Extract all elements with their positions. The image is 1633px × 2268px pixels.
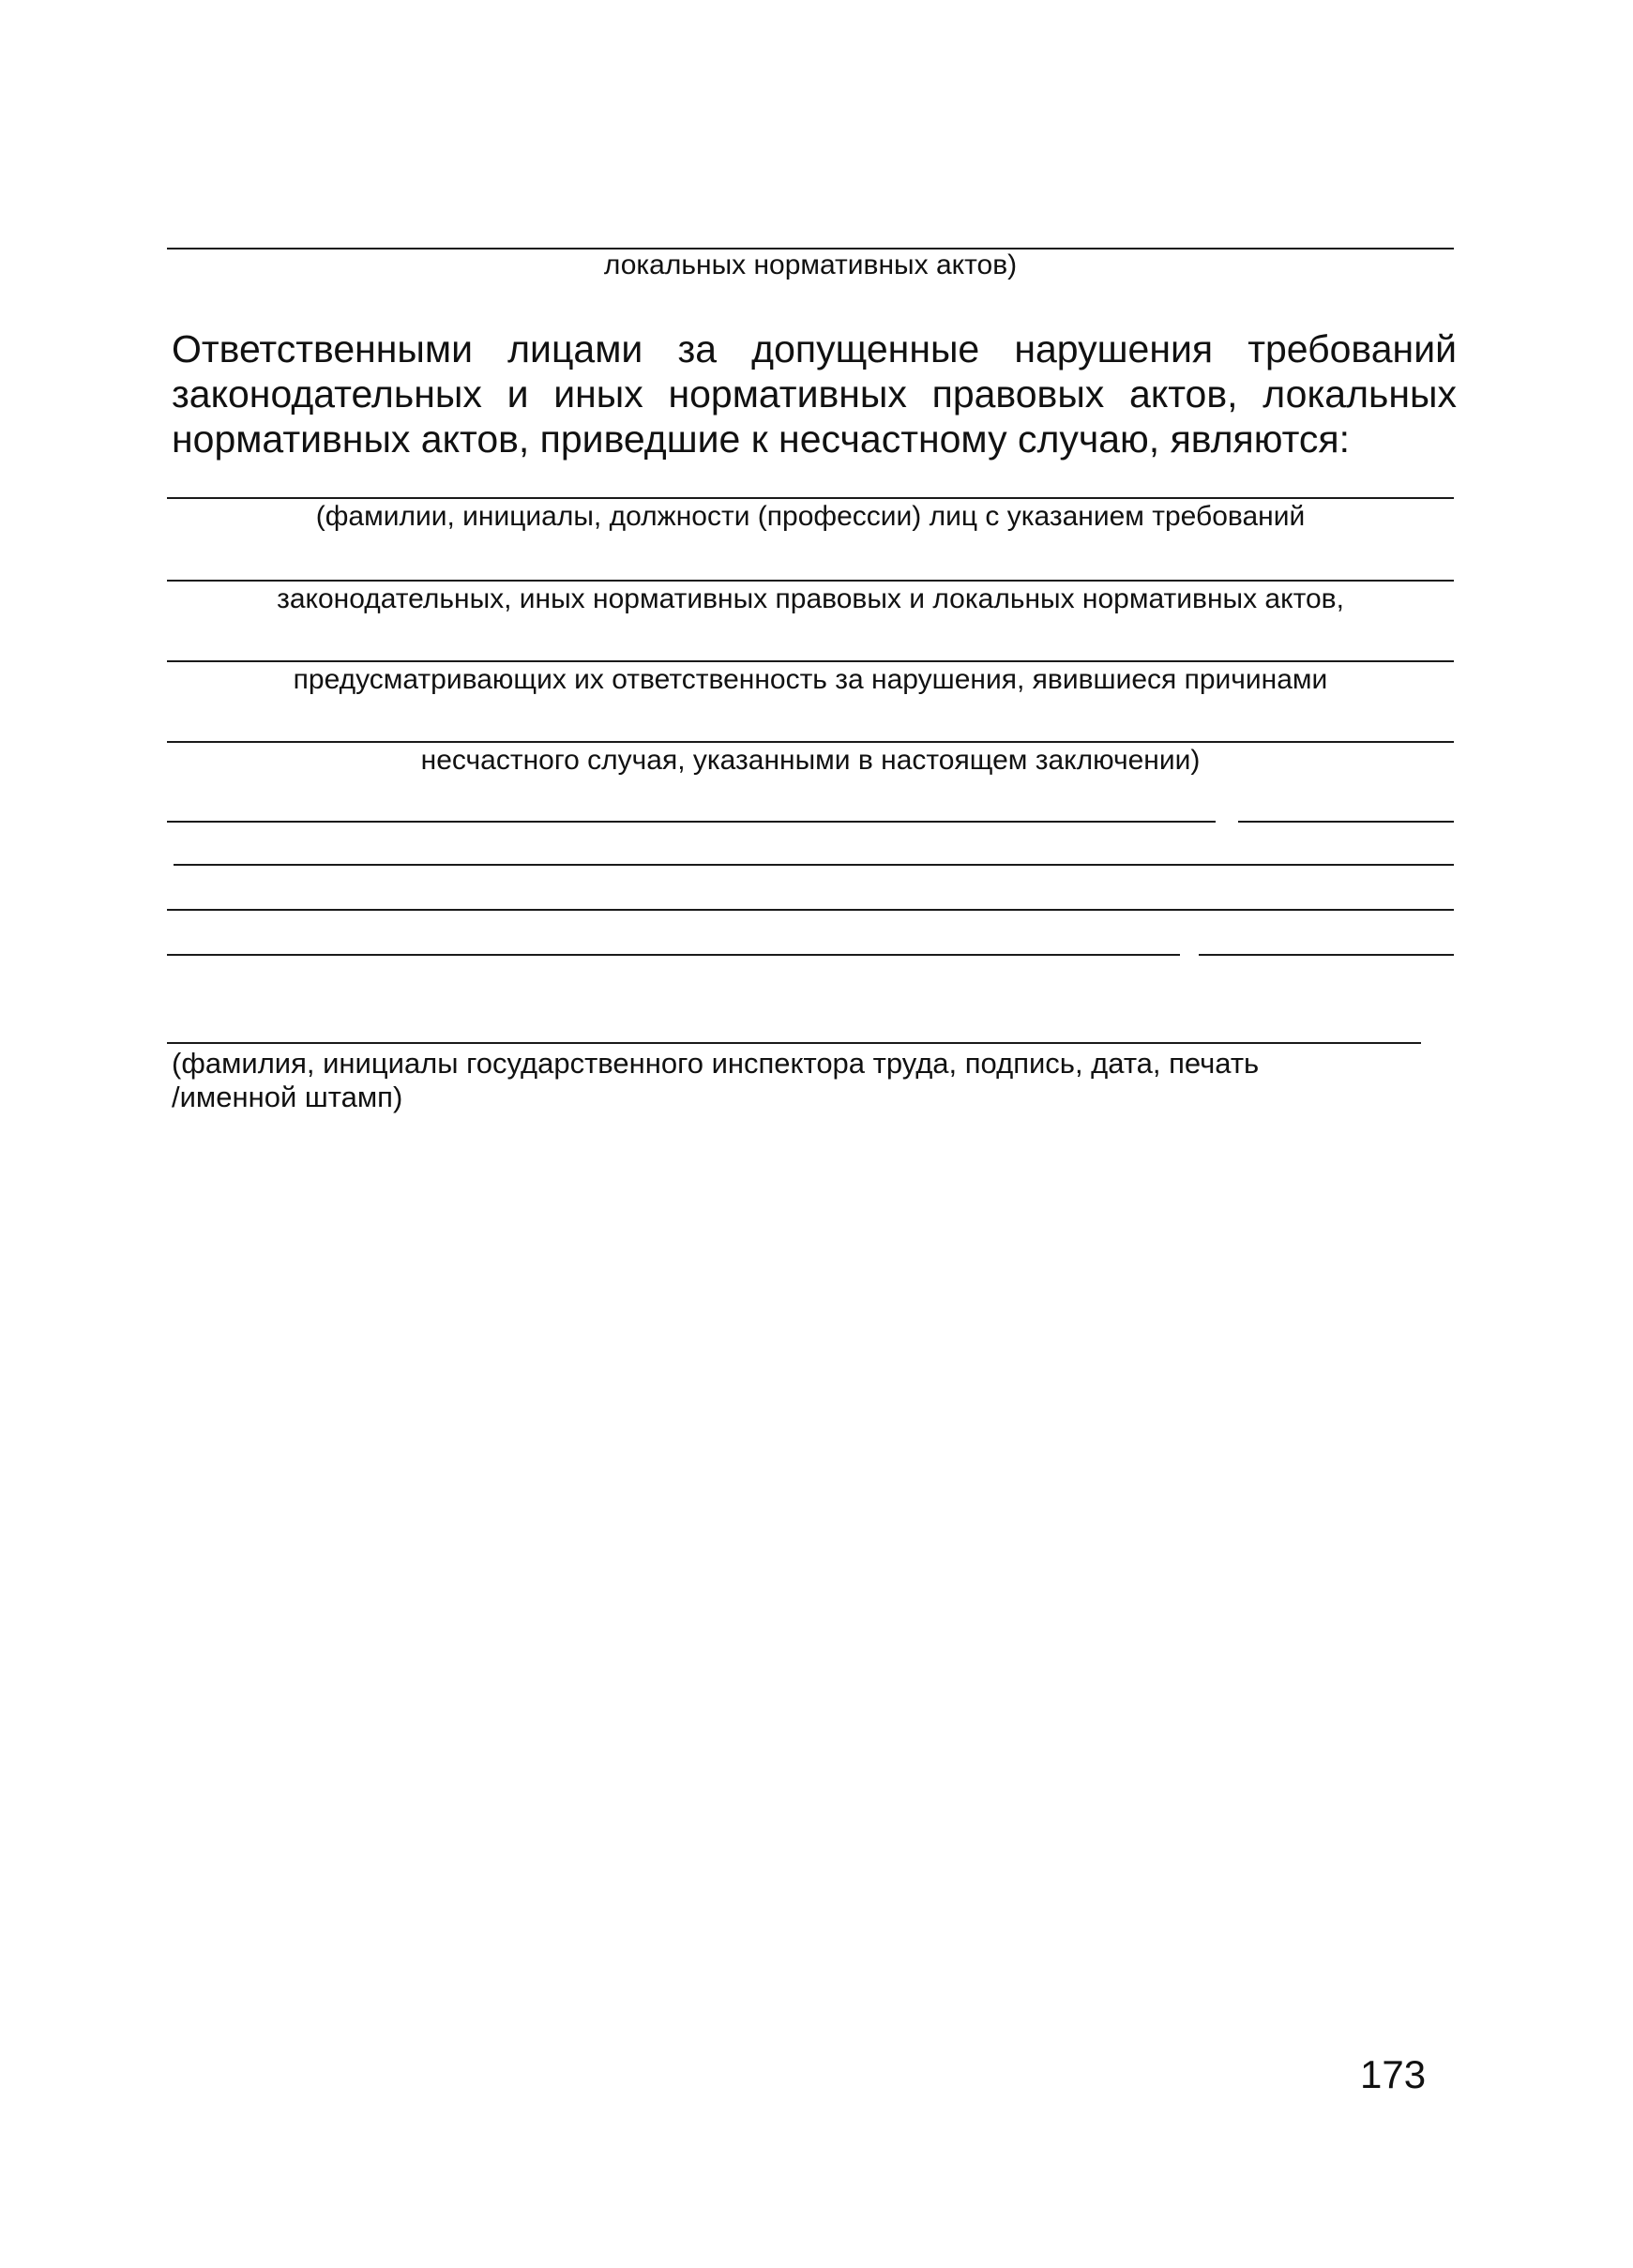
blank-line-1a	[167, 821, 1216, 823]
signature-line	[167, 1042, 1421, 1044]
field-caption-4: несчастного случая, указанными в настоящем заключении)	[420, 745, 1201, 776]
blank-line-3	[167, 909, 1454, 911]
signature-caption-line-2: /именной штамп)	[172, 1081, 403, 1113]
blank-line-4b	[1199, 954, 1454, 956]
field-caption-3: предусматривающих их ответственность за нарушения, явившиеся причинами	[293, 664, 1328, 695]
signature-caption-line-1: (фамилия, инициалы государственного инспектора труда, подпись, дата, печать	[172, 1047, 1260, 1080]
page-number: 173	[1360, 2052, 1427, 2096]
responsible-persons-line-1	[167, 497, 1454, 499]
responsible-persons-line-2	[167, 580, 1454, 582]
top-caption: локальных нормативных актов)	[603, 249, 1018, 280]
blank-line-1b	[1238, 821, 1454, 823]
responsible-persons-line-3	[167, 660, 1454, 662]
responsible-persons-paragraph: Ответственными лицами за допущенные нарушения требований законодательных и иных нормативных правовых актов, локальных нормативных актов, приведшие к несчастному случаю, являются:	[172, 327, 1457, 461]
blank-line-2	[174, 864, 1454, 866]
field-caption-1: (фамилии, инициалы, должности (профессии) лиц с указанием требований	[315, 501, 1306, 532]
responsible-persons-line-4	[167, 741, 1454, 743]
blank-line-4a	[167, 954, 1180, 956]
field-caption-2: законодательных, иных нормативных правовых и локальных нормативных актов,	[277, 583, 1344, 614]
